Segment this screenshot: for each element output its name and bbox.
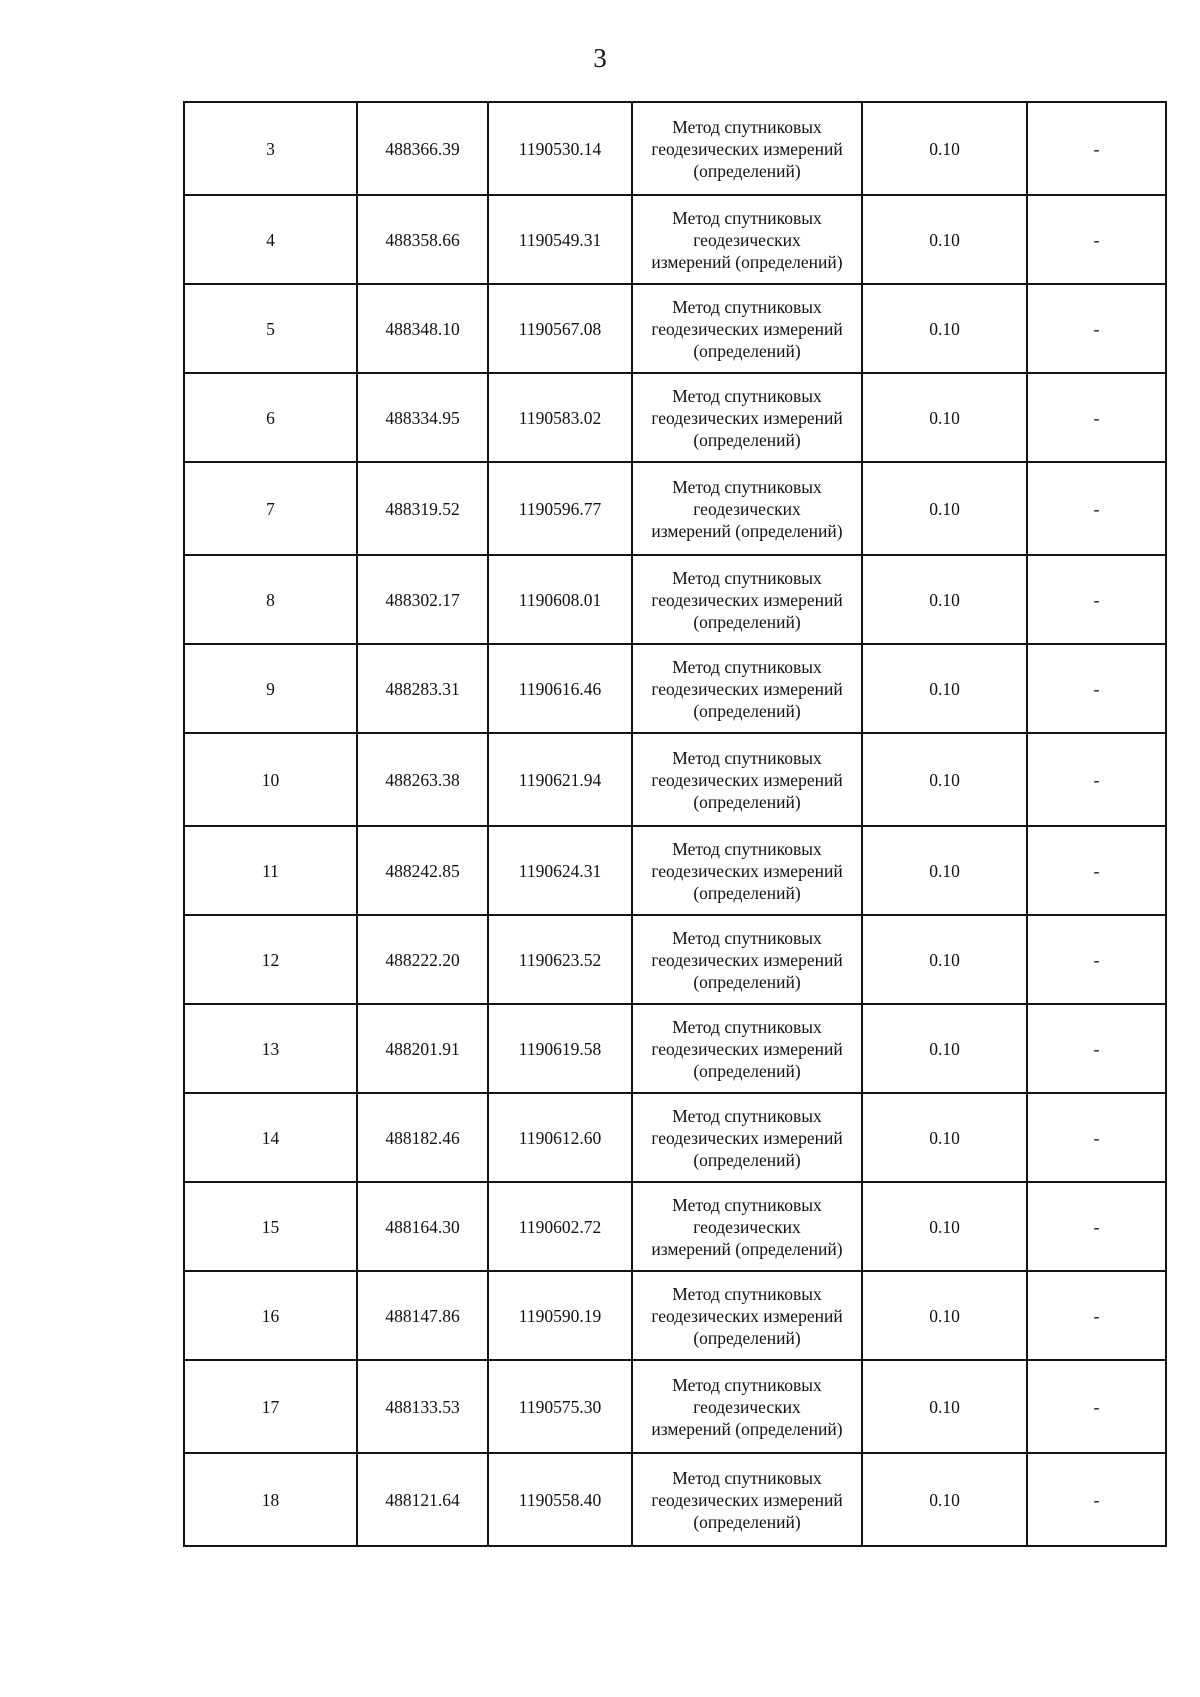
note-cell: - (1027, 373, 1166, 462)
coordinates-table-body (184, 102, 1166, 1546)
x-coordinate-cell: 488201.91 (357, 1004, 488, 1093)
note-cell: - (1027, 1271, 1166, 1360)
x-coordinate-cell: 488147.86 (357, 1271, 488, 1360)
point-number-cell: 17 (184, 1360, 357, 1453)
accuracy-cell: 0.10 (862, 1182, 1027, 1271)
point-number-cell: 16 (184, 1271, 357, 1360)
y-coordinate-cell: 1190608.01 (488, 555, 632, 644)
y-coordinate-cell: 1190549.31 (488, 195, 632, 284)
note-cell: - (1027, 195, 1166, 284)
method-cell: Метод спутниковых геодезических измерений (определений) (632, 1453, 862, 1546)
accuracy-cell: 0.10 (862, 915, 1027, 1004)
x-coordinate-cell: 488222.20 (357, 915, 488, 1004)
y-coordinate-cell: 1190616.46 (488, 644, 632, 733)
table-row (184, 1004, 1166, 1093)
y-coordinate-cell: 1190612.60 (488, 1093, 632, 1182)
x-coordinate-cell: 488302.17 (357, 555, 488, 644)
table-row (184, 733, 1166, 826)
table-row (184, 644, 1166, 733)
method-cell: Метод спутниковых геодезических измерений (определений) (632, 102, 862, 195)
y-coordinate-cell: 1190596.77 (488, 462, 632, 555)
x-coordinate-cell: 488334.95 (357, 373, 488, 462)
y-coordinate-cell: 1190602.72 (488, 1182, 632, 1271)
table-row (184, 1360, 1166, 1453)
accuracy-cell: 0.10 (862, 373, 1027, 462)
x-coordinate-cell: 488319.52 (357, 462, 488, 555)
note-cell: - (1027, 644, 1166, 733)
y-coordinate-cell: 1190530.14 (488, 102, 632, 195)
note-cell: - (1027, 1182, 1166, 1271)
table-row (184, 102, 1166, 195)
method-cell: Метод спутниковых геодезических измерений (определений) (632, 195, 862, 284)
table-row (184, 915, 1166, 1004)
note-cell: - (1027, 1093, 1166, 1182)
accuracy-cell: 0.10 (862, 284, 1027, 373)
note-cell: - (1027, 102, 1166, 195)
note-cell: - (1027, 733, 1166, 826)
method-cell: Метод спутниковых геодезических измерений (определений) (632, 826, 862, 915)
accuracy-cell: 0.10 (862, 195, 1027, 284)
point-number-cell: 14 (184, 1093, 357, 1182)
table-row (184, 195, 1166, 284)
point-number-cell: 12 (184, 915, 357, 1004)
note-cell: - (1027, 915, 1166, 1004)
page-number: 3 (593, 43, 607, 73)
point-number-cell: 6 (184, 373, 357, 462)
table-row (184, 462, 1166, 555)
method-cell: Метод спутниковых геодезических измерений (определений) (632, 1004, 862, 1093)
method-cell: Метод спутниковых геодезических измерений (определений) (632, 1093, 862, 1182)
method-cell: Метод спутниковых геодезических измерений (определений) (632, 915, 862, 1004)
method-cell: Метод спутниковых геодезических измерений (определений) (632, 644, 862, 733)
point-number-cell: 3 (184, 102, 357, 195)
table-row (184, 1093, 1166, 1182)
point-number-cell: 13 (184, 1004, 357, 1093)
method-cell: Метод спутниковых геодезических измерений (определений) (632, 1271, 862, 1360)
accuracy-cell: 0.10 (862, 1093, 1027, 1182)
accuracy-cell: 0.10 (862, 462, 1027, 555)
note-cell: - (1027, 826, 1166, 915)
point-number-cell: 8 (184, 555, 357, 644)
note-cell: - (1027, 555, 1166, 644)
x-coordinate-cell: 488358.66 (357, 195, 488, 284)
y-coordinate-cell: 1190619.58 (488, 1004, 632, 1093)
note-cell: - (1027, 284, 1166, 373)
y-coordinate-cell: 1190623.52 (488, 915, 632, 1004)
method-cell: Метод спутниковых геодезических измерений (определений) (632, 1182, 862, 1271)
accuracy-cell: 0.10 (862, 1271, 1027, 1360)
x-coordinate-cell: 488164.30 (357, 1182, 488, 1271)
accuracy-cell: 0.10 (862, 1453, 1027, 1546)
x-coordinate-cell: 488182.46 (357, 1093, 488, 1182)
table-row (184, 826, 1166, 915)
point-number-cell: 18 (184, 1453, 357, 1546)
note-cell: - (1027, 1004, 1166, 1093)
method-cell: Метод спутниковых геодезических измерений (определений) (632, 462, 862, 555)
y-coordinate-cell: 1190558.40 (488, 1453, 632, 1546)
x-coordinate-cell: 488283.31 (357, 644, 488, 733)
point-number-cell: 9 (184, 644, 357, 733)
point-number-cell: 10 (184, 733, 357, 826)
point-number-cell: 15 (184, 1182, 357, 1271)
x-coordinate-cell: 488121.64 (357, 1453, 488, 1546)
table-row (184, 1453, 1166, 1546)
y-coordinate-cell: 1190590.19 (488, 1271, 632, 1360)
table-row (184, 1271, 1166, 1360)
accuracy-cell: 0.10 (862, 644, 1027, 733)
point-number-cell: 7 (184, 462, 357, 555)
y-coordinate-cell: 1190575.30 (488, 1360, 632, 1453)
method-cell: Метод спутниковых геодезических измерений (определений) (632, 284, 862, 373)
table-row (184, 555, 1166, 644)
method-cell: Метод спутниковых геодезических измерений (определений) (632, 733, 862, 826)
note-cell: - (1027, 1360, 1166, 1453)
point-number-cell: 4 (184, 195, 357, 284)
method-cell: Метод спутниковых геодезических измерений (определений) (632, 373, 862, 462)
note-cell: - (1027, 1453, 1166, 1546)
y-coordinate-cell: 1190583.02 (488, 373, 632, 462)
accuracy-cell: 0.10 (862, 1004, 1027, 1093)
x-coordinate-cell: 488348.10 (357, 284, 488, 373)
x-coordinate-cell: 488366.39 (357, 102, 488, 195)
x-coordinate-cell: 488242.85 (357, 826, 488, 915)
table-row (184, 284, 1166, 373)
accuracy-cell: 0.10 (862, 102, 1027, 195)
method-cell: Метод спутниковых геодезических измерений (определений) (632, 1360, 862, 1453)
x-coordinate-cell: 488133.53 (357, 1360, 488, 1453)
x-coordinate-cell: 488263.38 (357, 733, 488, 826)
coordinates-table (183, 101, 1167, 1547)
table-row (184, 373, 1166, 462)
method-cell: Метод спутниковых геодезических измерений (определений) (632, 555, 862, 644)
accuracy-cell: 0.10 (862, 733, 1027, 826)
y-coordinate-cell: 1190567.08 (488, 284, 632, 373)
table-row (184, 1182, 1166, 1271)
point-number-cell: 11 (184, 826, 357, 915)
accuracy-cell: 0.10 (862, 1360, 1027, 1453)
y-coordinate-cell: 1190624.31 (488, 826, 632, 915)
accuracy-cell: 0.10 (862, 555, 1027, 644)
y-coordinate-cell: 1190621.94 (488, 733, 632, 826)
accuracy-cell: 0.10 (862, 826, 1027, 915)
point-number-cell: 5 (184, 284, 357, 373)
note-cell: - (1027, 462, 1166, 555)
